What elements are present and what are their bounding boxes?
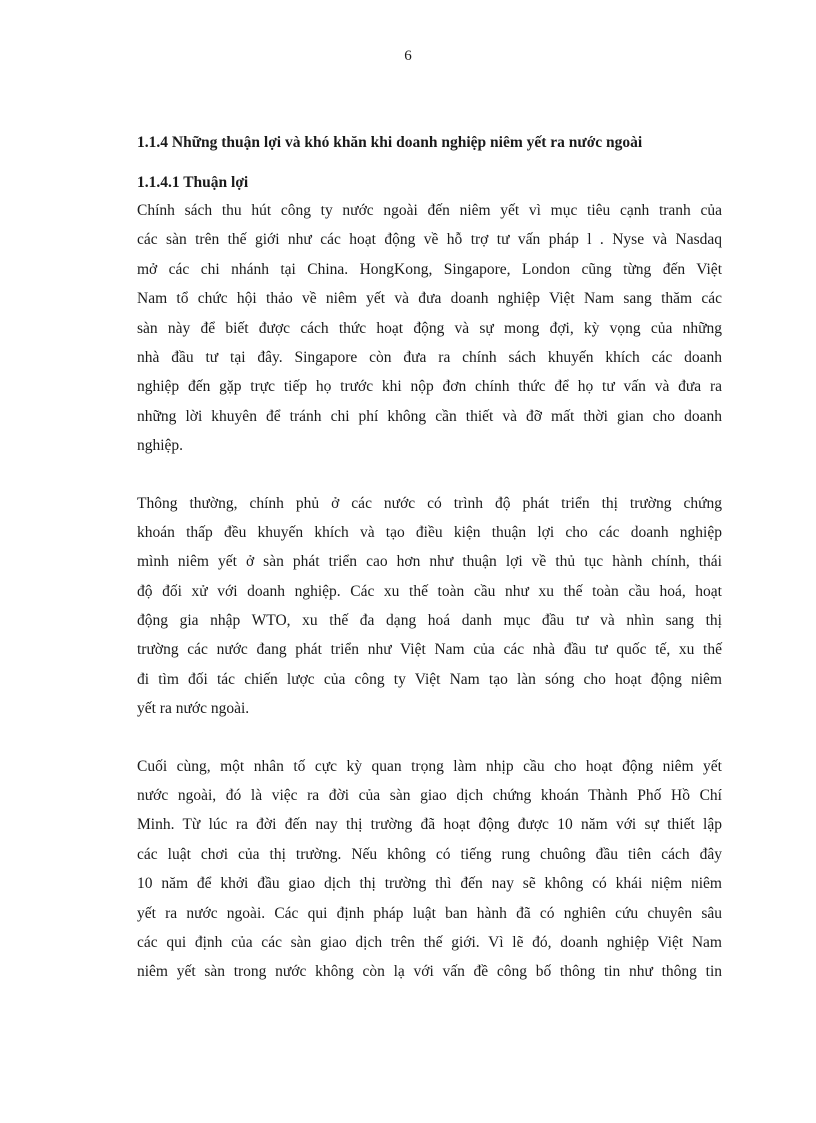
text-line: nhà đầu tư tại đây. Singapore còn đưa ra chính sách khuyến khích các doanh xyxy=(137,348,722,366)
text-line: Cuối cùng, một nhân tố cực kỳ quan trọng làm nhịp cầu cho hoạt động niêm yết xyxy=(137,757,722,775)
text-line: yết ra nước ngoài. Các qui định pháp luật ban hành đã có nghiên cứu chuyên sâu xyxy=(137,904,722,922)
page-number: 6 xyxy=(404,48,412,64)
text-line: các luật chơi của thị trường. Nếu không có tiếng rung chuông đầu tiên cách đây xyxy=(137,845,722,863)
text-line: 10 năm để khởi đầu giao dịch thị trường thì đến nay sẽ không có khái niệm niêm xyxy=(137,875,722,893)
text-line: niêm yết sàn trong nước không còn lạ với vấn đề công bố thông tin như thông tin xyxy=(137,963,722,981)
text-line: Chính sách thu hút công ty nước ngoài đến niêm yết vì mục tiêu cạnh tranh của xyxy=(137,202,722,219)
text-line: các sàn trên thế giới như các hoạt động về hỗ trợ tư vấn pháp l . Nyse và Nasdaq xyxy=(137,231,722,249)
paragraph-policy xyxy=(137,196,722,461)
text-line: các qui định của các sàn giao dịch trên thế giới. Vì lẽ đó, doanh nghiệp Việt Nam xyxy=(137,933,722,951)
text-line: những lời khuyên để tránh chi phí không cần thiết và đỡ mất thời gian cho doanh xyxy=(137,407,722,425)
text-line: nghiệp. xyxy=(137,437,184,455)
text-line: sàn này để biết được cách thức hoạt động và sự mong đợi, kỳ vọng của những xyxy=(137,319,722,337)
text-line: mở các chi nhánh tại China. HongKong, Singapore, London cũng từng đến Việt xyxy=(137,260,722,278)
text-line: Minh. Từ lúc ra đời đến nay thị trường đã hoạt động được 10 năm với sự thiết lập xyxy=(137,816,722,834)
text-line: Thông thường, chính phủ ở các nước có trình độ phát triển thị trường chứng xyxy=(137,494,722,512)
text-line: động gia nhập WTO, xu thế đa dạng hoá danh mục đầu tư và nhìn sang thị xyxy=(137,612,722,630)
text-line: trường các nước đang phát triển như Việt Nam của các nhà đầu tư quốc tế, xu thế xyxy=(137,641,722,659)
text-line: nước ngoài, đó là việc ra đời của sàn giao dịch chứng khoán Thành Phố Hồ Chí xyxy=(137,787,722,805)
paragraph-government xyxy=(137,489,722,724)
text-line: đi tìm đối tác chiến lược của công ty Việt Nam tạo làn sóng cho hoạt động niêm xyxy=(137,670,722,688)
paragraph-hose xyxy=(137,752,722,987)
text-line: mình niêm yết ở sàn phát triển cao hơn như thuận lợi về thủ tục hành chính, thái xyxy=(137,553,722,571)
text-line: độ đối xử với doanh nghiệp. Các xu thế toàn cầu như xu thế toàn cầu hoá, hoạt xyxy=(137,582,722,600)
section-heading: 1.1.4 Những thuận lợi và khó khăn khi doanh nghiệp niêm yết ra nước ngoài xyxy=(137,134,643,151)
text-line: yết ra nước ngoài. xyxy=(137,700,250,718)
text-line: nghiệp đến gặp trực tiếp họ trước khi nộp đơn chính thức để họ tư vấn và đưa ra xyxy=(137,378,722,396)
subsection-heading: 1.1.4.1 Thuận lợi xyxy=(137,174,249,191)
page-body xyxy=(137,132,722,987)
text-line: khoán thấp đều khuyến khích và tạo điều kiện thuận lợi cho các doanh nghiệp xyxy=(137,523,722,541)
text-line: Nam tổ chức hội thảo về niêm yết và đưa doanh nghiệp Việt Nam sang thăm các xyxy=(137,290,722,308)
